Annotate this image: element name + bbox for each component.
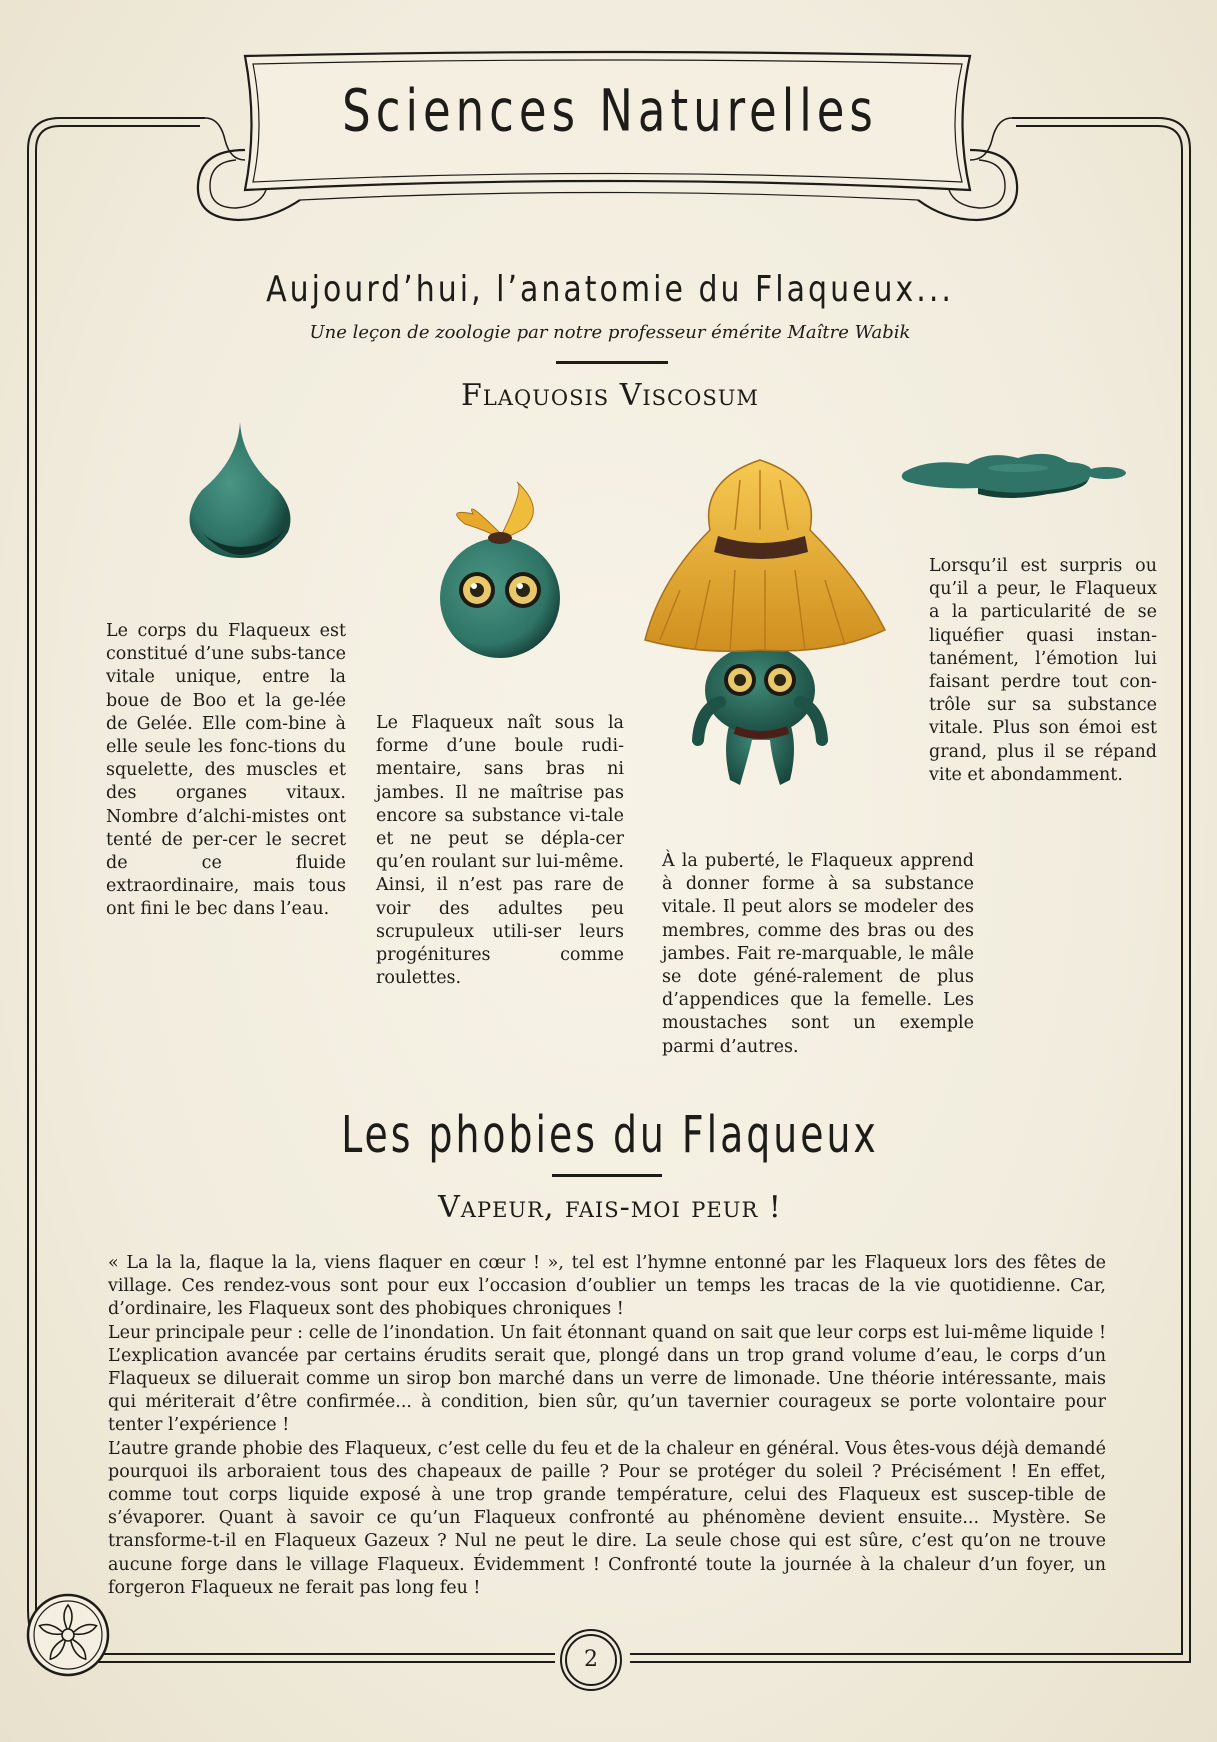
column-text: Le Flaqueux naît sous la forme d’une boule rudi-mentaire, sans bras ni jambes. Il ne maîtrise pas encore sa substance vi-tale et ne peut se dépla-cer qu’en roulant sur lui-même. Ainsi, il n’est pas rare de voir des adultes peu scrupuleux utili-ser leurs progénitures comme roulettes. bbox=[376, 713, 624, 989]
column-body-description bbox=[106, 620, 346, 922]
paragraph: Leur principale peur : celle de l’inondation. Un fait étonnant quand on sait que leur corps est lui-même liquide ! L’explication avancée par certains érudits serait que, plongé dans un trop grand volume d’eau, le corps d’un Flaqueux se diluerait comme un sirop bon marché dans un verre de limonade. Une théorie intéressante, mais qui mériterait d’être confirmée... à condition, bien sûr, qu’un tavernier courageux se porte volontaire pour tenter l’expérience ! bbox=[108, 1322, 1106, 1436]
puddle-icon bbox=[898, 446, 1138, 506]
column-puberty bbox=[662, 850, 974, 1059]
column-fear bbox=[929, 555, 1157, 787]
column-text: Lorsqu’il est surpris ou qu’il a peur, le Flaqueux a la particularité de se liquéfier quasi instan-tanément, l’émotion lui faisant perdre tout con-trôle sur sa substance vitale. Plus son émoi est grand, plus il se répand vite et abondamment. bbox=[929, 556, 1157, 785]
flower-emblem-icon bbox=[28, 1595, 108, 1675]
page-title: Sciences Naturelles bbox=[342, 77, 878, 145]
drop-icon bbox=[180, 420, 300, 560]
phobias-body bbox=[108, 1252, 1106, 1600]
section-subtitle: Vapeur, fais-moi peur ! bbox=[438, 1190, 782, 1225]
column-text: Le corps du Flaqueux est constitué d’une subs-tance vitale unique, entre la boue de Boo et la ge-lée de Gelée. Elle com-bine à elle seule les fonc-tions du squelette, des muscles et des organes vitaux. Nombre d’alchi-mistes ont tenté de per-cer le secret de ce fluide extraordinaire, mais tous ont fini le bec dans l’eau. bbox=[106, 621, 346, 920]
column-text: À la puberté, le Flaqueux apprend à donner forme à sa substance vitale. Il peut alors se modeler des membres, comme des bras ou des jambes. Fait re-marquable, le mâle se dote géné-ralement de plus d’appendices que la femelle. Les moustaches sont un exemple parmi d’autres. bbox=[662, 851, 974, 1057]
column-birth bbox=[376, 712, 624, 990]
divider bbox=[552, 1174, 662, 1177]
section-title: Les phobies du Flaqueux bbox=[341, 1105, 879, 1164]
article-byline: Une leçon de zoologie par notre professeur émérite Maître Wabik bbox=[309, 322, 911, 343]
article-title: Aujourd’hui, l’anatomie du Flaqueux... bbox=[266, 268, 954, 311]
divider bbox=[556, 361, 668, 364]
ball-flaqueux-icon bbox=[425, 478, 575, 668]
paragraph: « La la la, flaque la la, viens flaquer en cœur ! », tel est l’hymne entonné par les Flaqueux lors des fêtes de village. Ces rendez-vous sont pour eux l’occasion d’oublier un temps les tracas de la vie quotidienne. Car, d’ordinaire, les Flaqueux sont des phobiques chroniques ! bbox=[108, 1253, 1106, 1320]
page-number: 2 bbox=[584, 1647, 598, 1672]
species-name: Flaquosis Viscosum bbox=[461, 378, 759, 413]
paragraph: L’autre grande phobie des Flaqueux, c’est celle du feu et de la chaleur en général. Vous êtes-vous déjà demandé pourquoi ils arboraient tous des chapeaux de paille ? Pour se protéger du soleil ? Précisément ! En effet, comme tout corps liquide exposé à une trop grande température, celui des Flaqueux est suscep-tible de s’évaporer. Quant à savoir ce qu’un Flaqueux confronté au phénomène devient ensuite... Mystère. Se transforme-t-il en Flaqueux Gazeux ? Nul ne peut le dire. La seule chose qui est sûre, c’est qu’on ne trouve aucune forge dans le village Flaqueux. Évidemment ! Confronté toute la journée à la chaleur d’un foyer, un forgeron Flaqueux ne ferait pas long feu ! bbox=[108, 1438, 1106, 1598]
adult-flaqueux-icon bbox=[640, 440, 890, 820]
